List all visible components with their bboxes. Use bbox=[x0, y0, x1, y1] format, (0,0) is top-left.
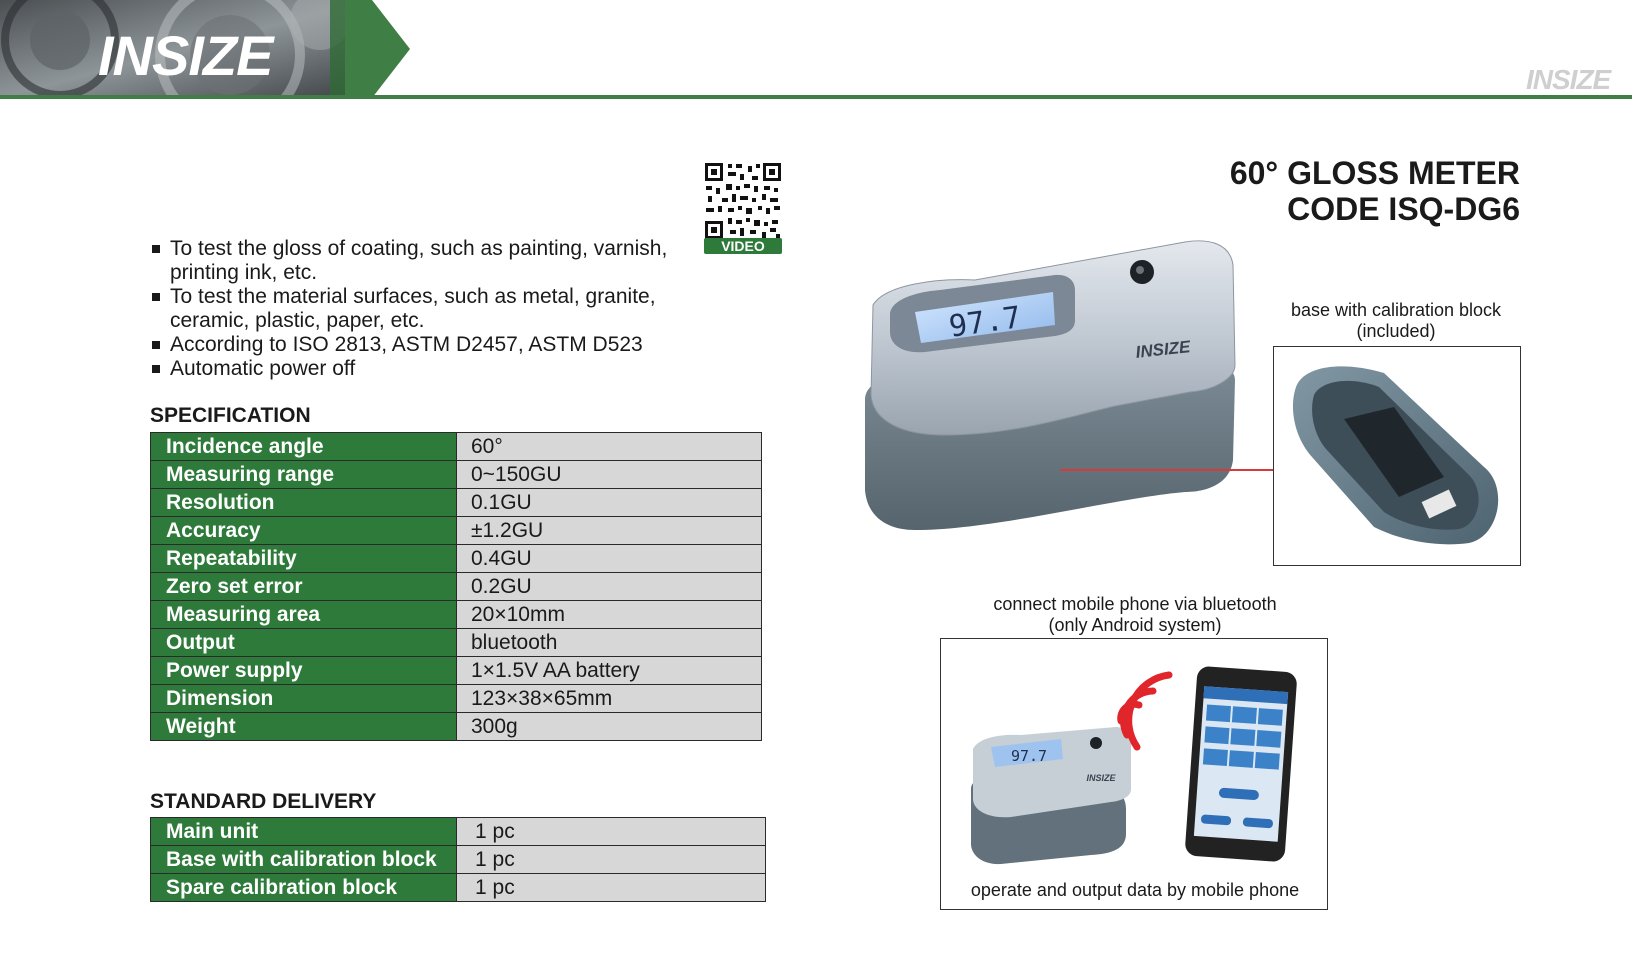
spec-value: 300g bbox=[457, 713, 762, 741]
delivery-item: Main unit bbox=[151, 818, 457, 846]
calibration-image-frame bbox=[1273, 346, 1521, 566]
feature-list bbox=[150, 237, 710, 381]
bluetooth-caption-line: (only Android system) bbox=[1048, 615, 1222, 635]
callout-line bbox=[1060, 469, 1274, 471]
phone-operation-caption: operate and output data by mobile phone bbox=[970, 880, 1300, 900]
product-code: CODE ISQ-DG6 bbox=[1287, 191, 1520, 227]
table-row bbox=[151, 846, 766, 874]
table-row bbox=[151, 489, 762, 517]
spec-value: 20×10mm bbox=[457, 601, 762, 629]
table-row bbox=[151, 713, 762, 741]
phone-connection-image bbox=[941, 639, 1327, 879]
spec-label: Power supply bbox=[151, 657, 457, 685]
spec-label: Incidence angle bbox=[151, 433, 457, 461]
table-row bbox=[151, 601, 762, 629]
calibration-caption bbox=[1270, 300, 1522, 342]
feature-item: According to ISO 2813, ASTM D2457, ASTM D523 bbox=[150, 333, 710, 357]
spec-value: ±1.2GU bbox=[457, 517, 762, 545]
bluetooth-signal-icon bbox=[1121, 675, 1169, 747]
spec-value: 0.4GU bbox=[457, 545, 762, 573]
table-row bbox=[151, 629, 762, 657]
spec-label: Measuring area bbox=[151, 601, 457, 629]
calibration-caption-line: base with calibration block bbox=[1290, 300, 1502, 320]
delivery-item: Spare calibration block bbox=[151, 874, 457, 902]
page-header bbox=[0, 0, 1632, 100]
table-row bbox=[151, 461, 762, 489]
spec-label: Output bbox=[151, 629, 457, 657]
spec-label: Weight bbox=[151, 713, 457, 741]
gloss-meter-image bbox=[855, 230, 1245, 550]
bluetooth-caption bbox=[940, 594, 1330, 636]
delivery-item: Base with calibration block bbox=[151, 846, 457, 874]
spec-value: 0~150GU bbox=[457, 461, 762, 489]
insize-logo: INSIZE bbox=[98, 24, 273, 87]
table-row bbox=[151, 818, 766, 846]
bluetooth-caption-line: connect mobile phone via bluetooth bbox=[993, 594, 1277, 614]
spec-value: 0.2GU bbox=[457, 573, 762, 601]
delivery-quantity: 1 pc bbox=[457, 818, 766, 846]
spec-label: Resolution bbox=[151, 489, 457, 517]
table-row bbox=[151, 874, 766, 902]
table-row bbox=[151, 517, 762, 545]
spec-label: Dimension bbox=[151, 685, 457, 713]
spec-value: 60° bbox=[457, 433, 762, 461]
table-row bbox=[151, 573, 762, 601]
calibration-base-image bbox=[1274, 347, 1520, 565]
specification-heading: SPECIFICATION bbox=[150, 404, 311, 427]
insize-watermark-logo: INSIZE bbox=[1526, 64, 1611, 95]
device-display-reading: 97.7 bbox=[946, 300, 1024, 345]
delivery-quantity: 1 pc bbox=[457, 874, 766, 902]
delivery-quantity: 1 pc bbox=[457, 846, 766, 874]
phone-image-frame bbox=[940, 638, 1328, 910]
product-title bbox=[1230, 155, 1520, 227]
spec-label: Repeatability bbox=[151, 545, 457, 573]
phone-device-reading: 97.7 bbox=[1010, 747, 1048, 765]
spec-value: 1×1.5V AA battery bbox=[457, 657, 762, 685]
table-row bbox=[151, 545, 762, 573]
video-qr-code[interactable] bbox=[704, 162, 782, 254]
table-row bbox=[151, 685, 762, 713]
spec-value: 123×38×65mm bbox=[457, 685, 762, 713]
spec-label: Measuring range bbox=[151, 461, 457, 489]
feature-item: To test the gloss of coating, such as painting, varnish, printing ink, etc. bbox=[150, 237, 710, 285]
spec-label: Zero set error bbox=[151, 573, 457, 601]
spec-value: bluetooth bbox=[457, 629, 762, 657]
phone-device-brand-mark: INSIZE bbox=[1086, 773, 1116, 783]
qr-video-badge: VIDEO bbox=[721, 238, 765, 254]
product-name: 60° GLOSS METER bbox=[1229, 155, 1520, 191]
header-divider bbox=[0, 95, 1632, 99]
standard-delivery-table bbox=[150, 817, 766, 902]
feature-item: Automatic power off bbox=[150, 357, 710, 381]
table-row bbox=[151, 657, 762, 685]
calibration-caption-line: (included) bbox=[1356, 321, 1436, 341]
table-row bbox=[151, 433, 762, 461]
standard-delivery-heading: STANDARD DELIVERY bbox=[150, 790, 377, 813]
spec-value: 0.1GU bbox=[457, 489, 762, 517]
feature-item: To test the material surfaces, such as metal, granite, ceramic, plastic, paper, etc. bbox=[150, 285, 710, 333]
spec-label: Accuracy bbox=[151, 517, 457, 545]
device-brand-mark: INSIZE bbox=[1134, 337, 1192, 362]
specification-table bbox=[150, 432, 762, 741]
